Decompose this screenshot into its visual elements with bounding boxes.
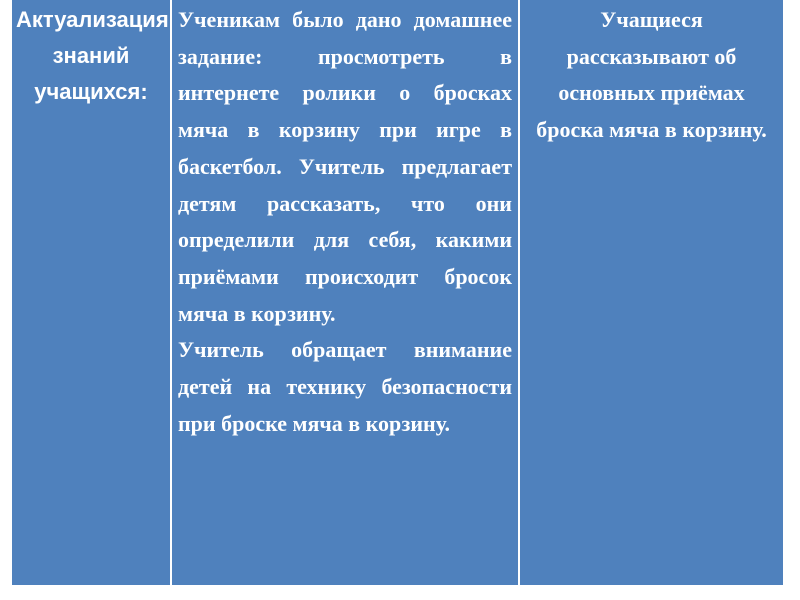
teacher-activity-cell [172,0,520,585]
teacher-activity-paragraph-1: Ученикам было дано домашнее задание: просмотреть в интернете ролики о бросках мяча в корзину при игре в баскетбол. Учитель предлагает детям рассказать, что они определили для себя, какими приёмами происходит бросок мяча в корзину. [178,7,512,326]
student-activity-cell [520,0,783,585]
lesson-plan-table [10,0,785,587]
teacher-activity-paragraph-2: Учитель обращает внимание детей на технику безопасности при броске мяча в корзину. [178,337,512,436]
student-activity-text: Учащиеся рассказывают об основных приёмах броска мяча в корзину. [536,7,767,143]
stage-cell [12,0,172,585]
stage-text: Актуализация знаний учащихся: [16,7,169,104]
